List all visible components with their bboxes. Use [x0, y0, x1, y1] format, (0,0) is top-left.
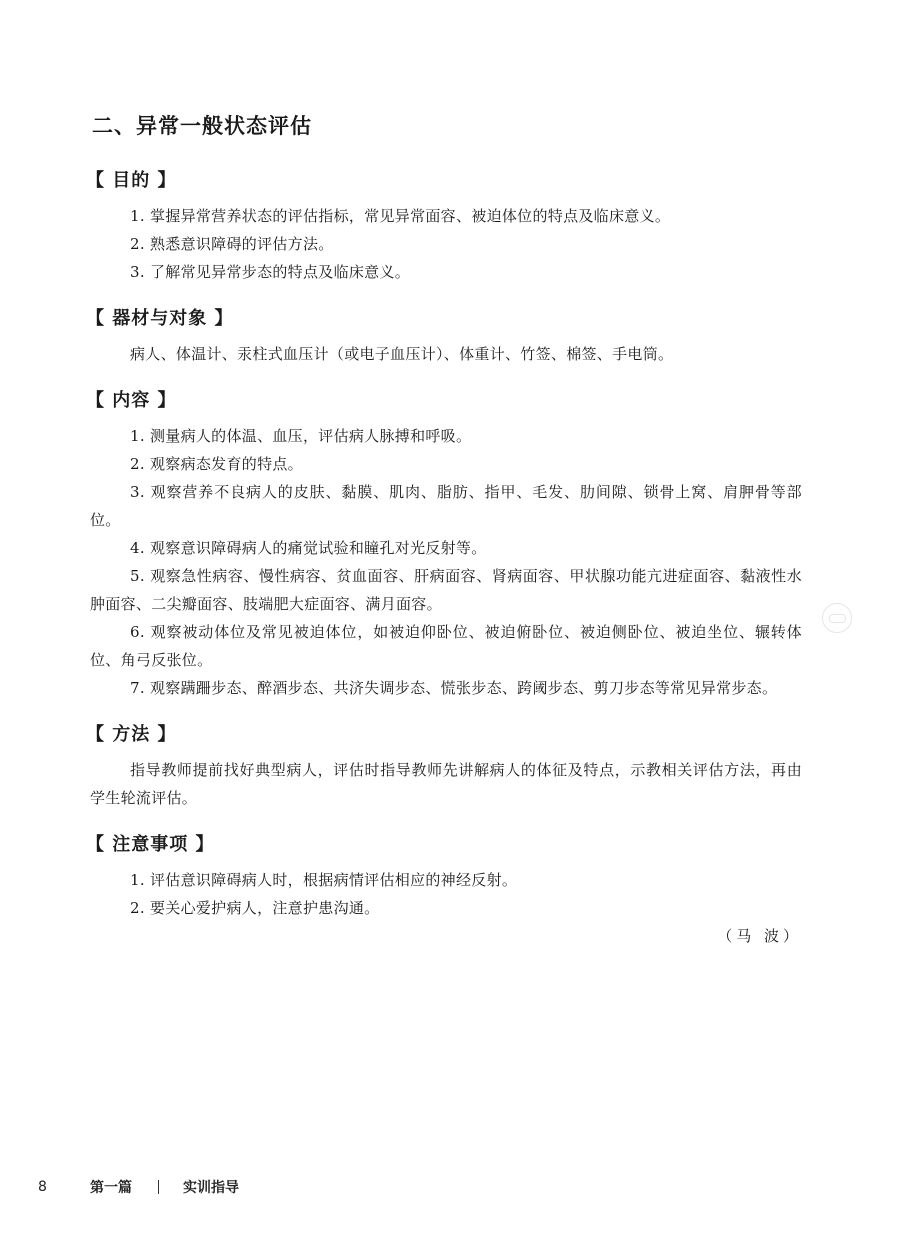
content-item: 2. 观察病态发育的特点。: [130, 455, 303, 473]
content-item: 4. 观察意识障碍病人的痛觉试验和瞳孔对光反射等。: [130, 539, 487, 557]
author-signature: （马 波）: [717, 927, 802, 945]
materials-text: 病人、体温计、汞柱式血压计（或电子血压计）、体重计、竹签、棉签、手电筒。: [130, 345, 674, 363]
section-heading-content: 【 内容 】: [86, 390, 177, 411]
section-purpose: [86, 164, 802, 286]
section-method: [86, 718, 802, 812]
footer-part-label: 第一篇: [90, 1180, 132, 1196]
section-heading-method: 【 方法 】: [86, 724, 177, 745]
section-heading-purpose: 【 目的 】: [86, 170, 177, 191]
content-item: 1. 测量病人的体温、血压，评估病人脉搏和呼吸。: [130, 427, 472, 445]
method-text: 指导教师提前找好典型病人，评估时指导教师先讲解病人的体征及特点，示教相关评估方法，再由学生轮流评估。: [90, 761, 802, 807]
chapter-title: 二、异常一般状态评估: [92, 114, 312, 138]
section-content: [86, 384, 802, 702]
purpose-item: 3. 了解常见异常步态的特点及临床意义。: [130, 263, 411, 281]
section-heading-notes: 【 注意事项 】: [86, 834, 215, 855]
section-notes: [86, 828, 802, 950]
purpose-item: 2. 熟悉意识障碍的评估方法。: [130, 235, 334, 253]
section-heading-materials: 【 器材与对象 】: [86, 308, 234, 329]
section-materials: [86, 302, 802, 368]
watermark-seal-icon: [822, 603, 852, 633]
page-footer: [38, 1176, 239, 1198]
notes-item: 2. 要关心爱护病人，注意护患沟通。: [130, 899, 380, 917]
content-item: 7. 观察蹒跚步态、醉酒步态、共济失调步态、慌张步态、跨阈步态、剪刀步态等常见异常步态。: [130, 679, 778, 697]
content-item: 6. 观察被动体位及常见被迫体位，如被迫仰卧位、被迫俯卧位、被迫侧卧位、被迫坐位、辗转体位、角弓反张位。: [90, 623, 802, 669]
notes-item: 1. 评估意识障碍病人时，根据病情评估相应的神经反射。: [130, 871, 518, 889]
page-number: 8: [38, 1179, 47, 1195]
content-body: [86, 164, 802, 950]
footer-subtitle: 实训指导: [183, 1180, 239, 1196]
content-item: 3. 观察营养不良病人的皮肤、黏膜、肌肉、脂肪、指甲、毛发、肋间隙、锁骨上窝、肩胛骨等部位。: [90, 483, 802, 529]
footer-divider: [158, 1180, 159, 1194]
purpose-item: 1. 掌握异常营养状态的评估指标，常见异常面容、被迫体位的特点及临床意义。: [130, 207, 671, 225]
content-item: 5. 观察急性病容、慢性病容、贫血面容、肝病面容、肾病面容、甲状腺功能亢进症面容、黏液性水肿面容、二尖瓣面容、肢端肥大症面容、满月面容。: [90, 567, 802, 613]
